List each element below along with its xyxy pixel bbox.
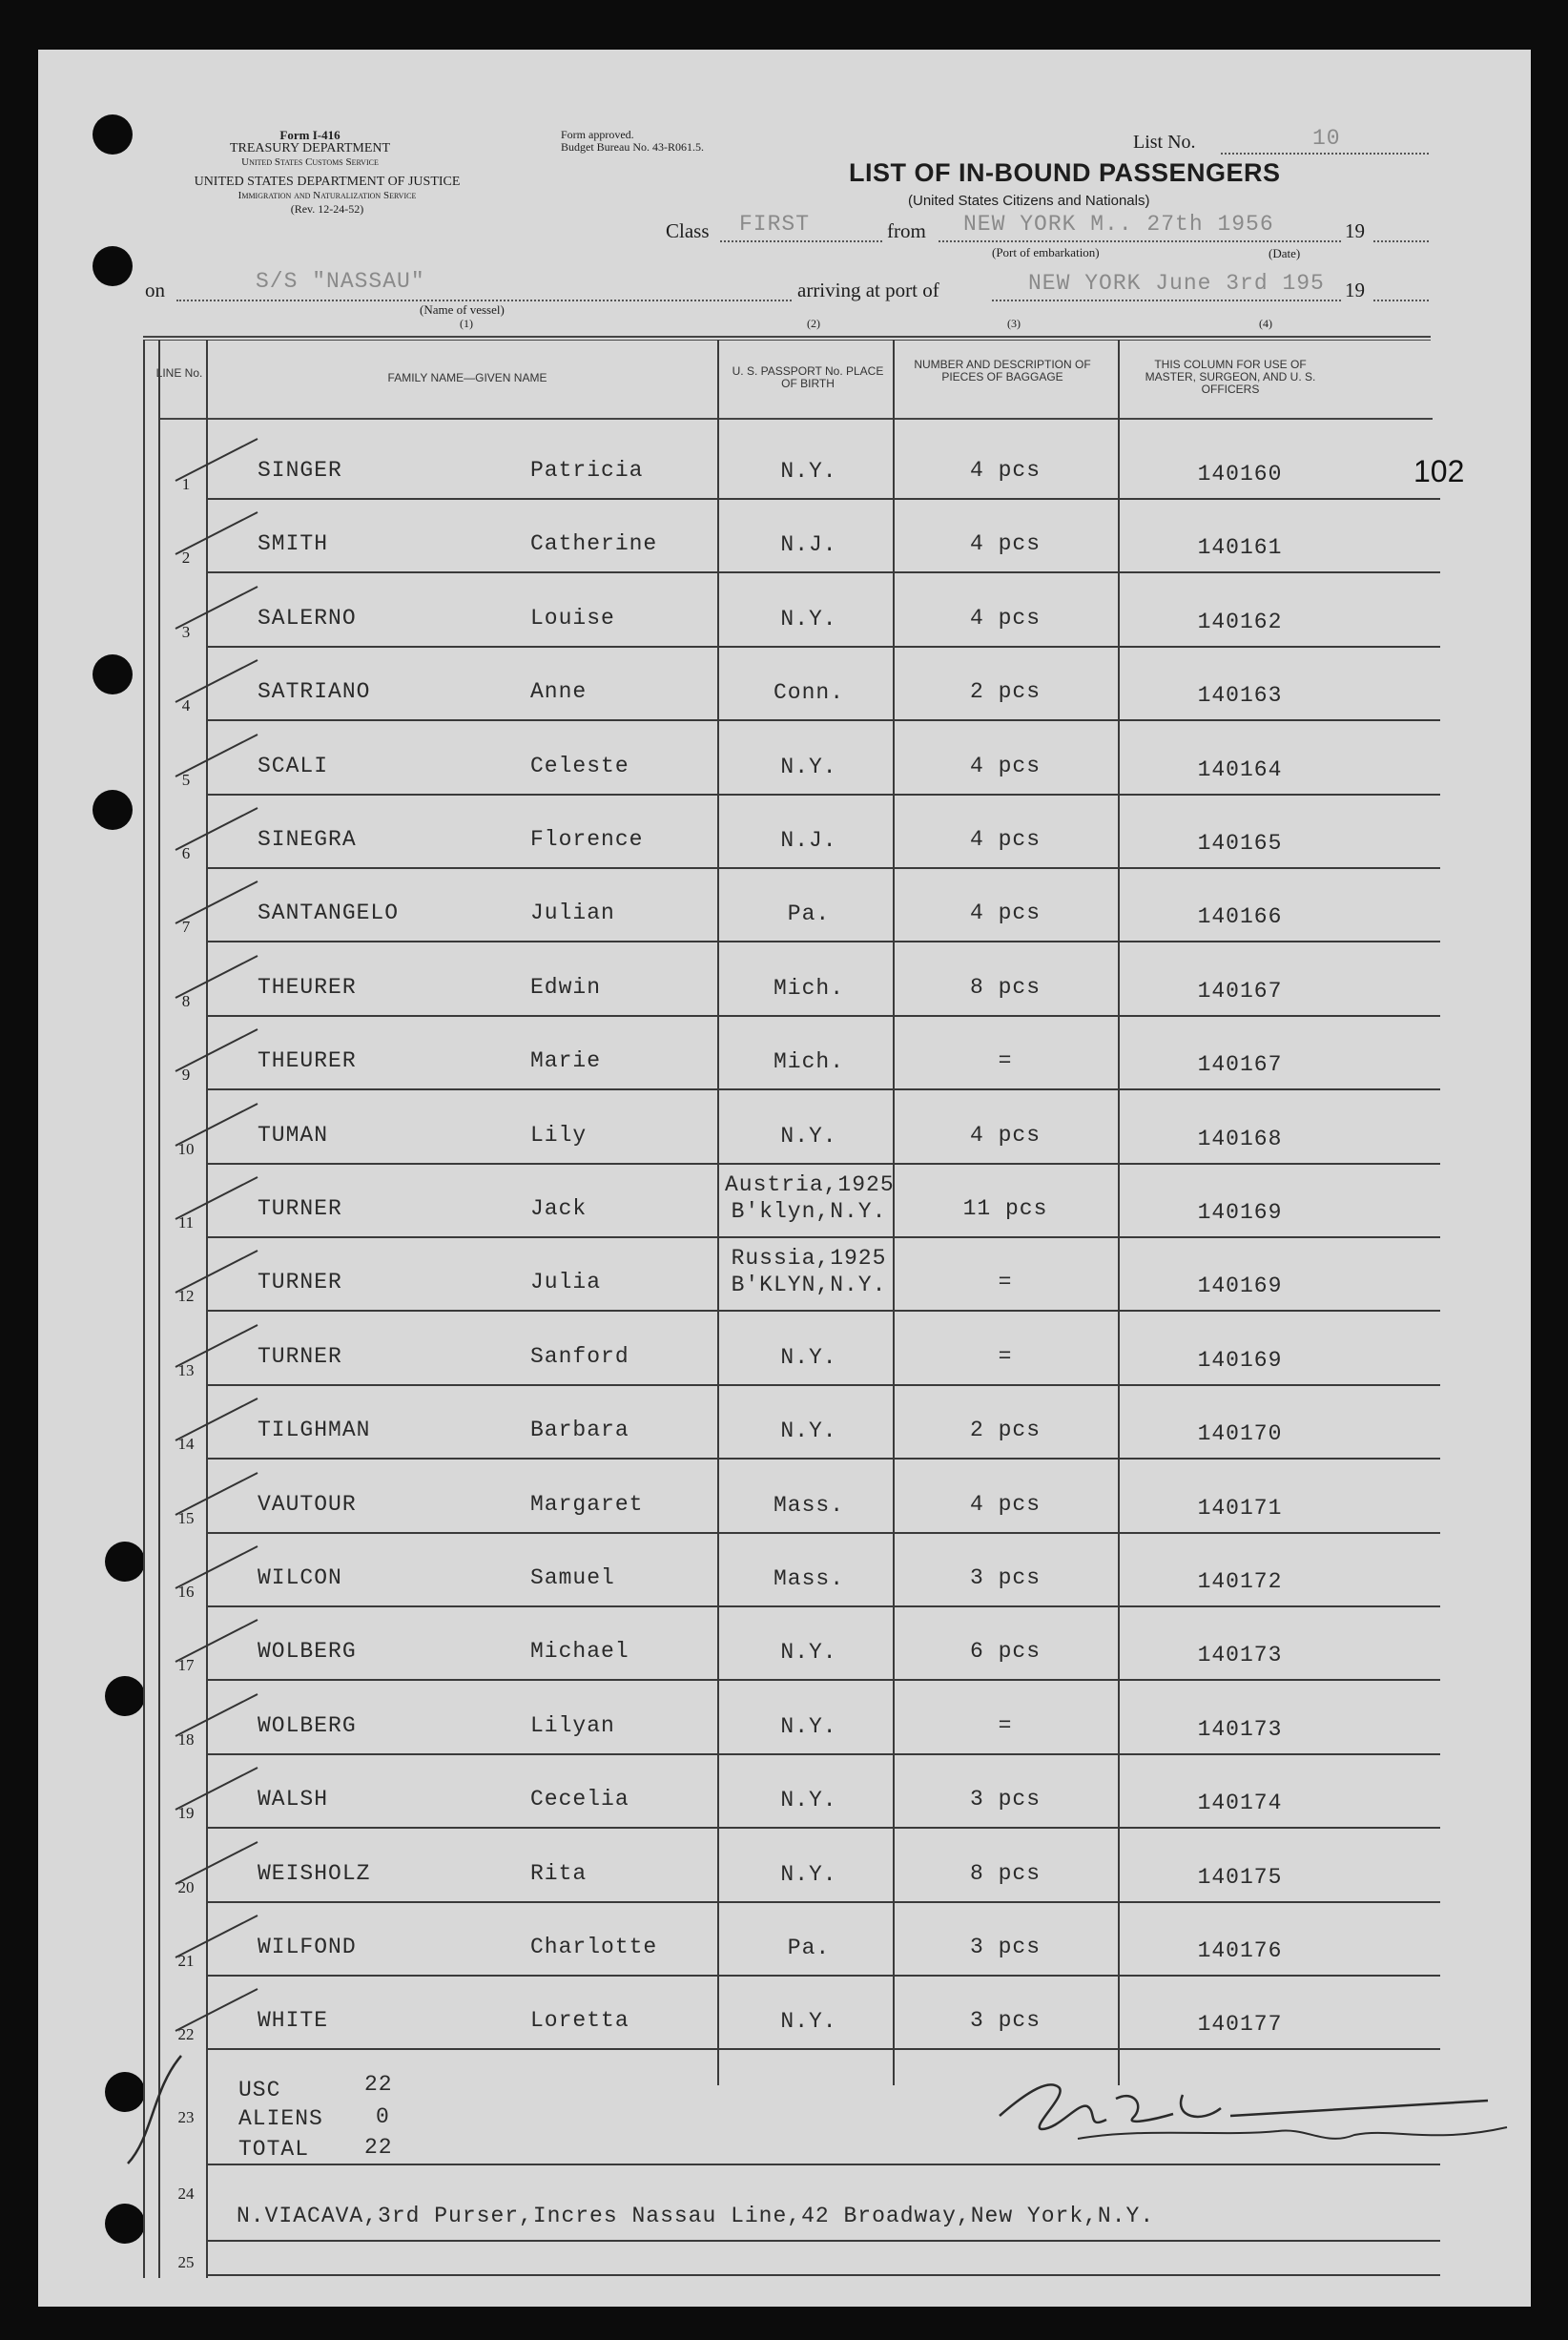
given-name: Jack xyxy=(530,1196,588,1221)
punch-hole xyxy=(93,114,133,155)
row-rule xyxy=(206,1088,1440,1090)
list-title: LIST OF IN-BOUND PASSENGERS xyxy=(849,158,1281,187)
family-name: WOLBERG xyxy=(258,1712,357,1738)
header-rule xyxy=(160,418,1433,420)
total-label: TOTAL xyxy=(238,2137,310,2162)
purser-line: N.VIACAVA,3rd Purser,Incres Nassau Line,42 Broadway,New York,N.Y. xyxy=(237,2204,1155,2228)
given-name: Rita xyxy=(530,1860,588,1886)
check-mark xyxy=(172,1687,267,1744)
family-name: TUMAN xyxy=(258,1122,329,1148)
line-number: 6 xyxy=(181,844,191,862)
line-number: 10 xyxy=(177,1139,195,1158)
list-subtitle: (United States Citizens and Nationals) xyxy=(908,193,1150,209)
ins-service: Immigration and Naturalization Service xyxy=(237,190,417,201)
given-name: Charlotte xyxy=(530,1935,658,1959)
officer-number: 140169 xyxy=(1197,1347,1283,1373)
baggage: = xyxy=(998,1343,1013,1369)
place-of-birth: Russia,1925 B'KLYN,N.Y. xyxy=(731,1246,887,1298)
family-name: WALSH xyxy=(258,1787,329,1812)
given-name: Catherine xyxy=(530,531,658,557)
check-mark xyxy=(172,1096,267,1153)
family-name: THEURER xyxy=(258,974,357,1000)
row-rule xyxy=(206,1384,1440,1386)
place-of-birth: N.Y. xyxy=(780,1640,837,1666)
list-no-label: List No. xyxy=(1133,132,1196,153)
check-mark xyxy=(172,727,267,784)
page-number: 102 xyxy=(1413,454,1465,488)
check-mark xyxy=(172,1539,267,1596)
punch-hole xyxy=(105,2204,145,2244)
check-mark xyxy=(172,1317,267,1375)
given-name: Lily xyxy=(530,1122,588,1148)
table-top-rule xyxy=(143,336,1431,338)
officer-number: 140172 xyxy=(1197,1569,1283,1594)
line-number: 9 xyxy=(181,1066,191,1085)
line-number: 17 xyxy=(177,1656,195,1675)
line-number: 3 xyxy=(181,622,191,641)
place-of-birth: Pa. xyxy=(787,1936,831,1960)
arrival-value: NEW YORK June 3rd 195 xyxy=(1028,271,1325,296)
header-line-no: LINE No. xyxy=(155,366,203,380)
given-name: Patricia xyxy=(530,458,644,483)
row-rule xyxy=(206,2048,1440,2050)
given-name: Julia xyxy=(530,1270,602,1295)
place-of-birth: N.J. xyxy=(780,828,837,853)
officer-number: 140170 xyxy=(1197,1421,1283,1447)
col-caption-4: (4) xyxy=(1259,317,1272,330)
row-rule xyxy=(206,1163,1440,1165)
check-mark xyxy=(172,874,267,931)
officer-number: 140171 xyxy=(1197,1495,1283,1521)
officer-number: 140173 xyxy=(1197,1716,1283,1742)
vessel-caption: (Name of vessel) xyxy=(420,302,505,317)
baggage: 4 pcs xyxy=(969,753,1041,778)
row-rule xyxy=(206,1236,1440,1238)
family-name: WHITE xyxy=(258,2008,329,2034)
family-name: SANTANGELO xyxy=(258,901,400,926)
form-number: Form I-416 xyxy=(279,128,340,142)
col-caption-3: (3) xyxy=(1007,317,1021,330)
officer-number: 140175 xyxy=(1197,1864,1283,1890)
date-caption: (Date) xyxy=(1269,246,1301,260)
row-rule xyxy=(206,1015,1440,1017)
place-of-birth: N.J. xyxy=(780,532,837,558)
on-label: on xyxy=(145,279,165,301)
from-value: NEW YORK M.. 27th 1956 xyxy=(963,212,1274,237)
officer-number: 140169 xyxy=(1197,1200,1283,1225)
punch-hole xyxy=(93,246,133,286)
col-line-left xyxy=(143,340,145,2278)
place-of-birth: N.Y. xyxy=(780,606,837,632)
line-number: 16 xyxy=(177,1583,195,1601)
given-name: Anne xyxy=(530,679,588,705)
family-name: SATRIANO xyxy=(258,679,371,705)
family-name: TURNER xyxy=(258,1196,342,1221)
given-name: Michael xyxy=(530,1639,629,1665)
punch-hole xyxy=(105,1676,145,1716)
line-number: 15 xyxy=(177,1508,195,1527)
punch-hole xyxy=(93,790,133,830)
family-name: VAUTOUR xyxy=(258,1491,357,1517)
row-rule xyxy=(206,1458,1440,1460)
total-count: 22 xyxy=(364,2135,393,2160)
col-caption-2: (2) xyxy=(807,317,820,330)
place-of-birth: N.Y. xyxy=(780,2009,837,2035)
row-rule xyxy=(206,941,1440,942)
baggage: 3 pcs xyxy=(969,1787,1041,1812)
class-label: Class xyxy=(666,219,710,242)
place-of-birth: N.Y. xyxy=(780,1344,837,1370)
officer-number: 140163 xyxy=(1197,683,1283,709)
place-of-birth: Austria,1925 B'klyn,N.Y. xyxy=(725,1172,895,1224)
year-label-1: 19 xyxy=(1345,219,1365,242)
given-name: Barbara xyxy=(530,1418,629,1443)
header-officers: THIS COLUMN FOR USE OF MASTER, SURGEON, AND U. S. OFFICERS xyxy=(1145,358,1316,396)
row-rule xyxy=(206,867,1440,869)
baggage: = xyxy=(998,1712,1013,1738)
line-number: 12 xyxy=(177,1287,195,1306)
check-mark xyxy=(172,505,267,562)
line-number: 24 xyxy=(177,2185,195,2203)
baggage: 4 pcs xyxy=(969,901,1041,926)
check-mark xyxy=(172,1834,267,1892)
check-mark xyxy=(172,1170,267,1227)
family-name: THEURER xyxy=(258,1048,357,1074)
family-name: TILGHMAN xyxy=(258,1418,371,1443)
list-no-value: 10 xyxy=(1312,126,1341,151)
given-name: Lilyan xyxy=(530,1712,615,1738)
row-rule xyxy=(206,2164,1440,2165)
row-rule xyxy=(206,2274,1440,2276)
row-rule xyxy=(206,719,1440,721)
check-mark xyxy=(172,1760,267,1817)
check-mark xyxy=(172,652,267,710)
place-of-birth: N.Y. xyxy=(780,1123,837,1149)
baggage: 4 pcs xyxy=(969,458,1041,483)
year-label-2: 19 xyxy=(1345,279,1365,301)
family-name: SINGER xyxy=(258,458,342,483)
check-mark xyxy=(172,1981,267,2039)
baggage: 3 pcs xyxy=(969,1565,1041,1590)
officer-number: 140166 xyxy=(1197,904,1283,930)
row-rule xyxy=(206,498,1440,500)
check-mark xyxy=(172,1243,267,1300)
given-name: Julian xyxy=(530,901,615,926)
line-number: 11 xyxy=(177,1213,195,1232)
col-line-passport xyxy=(717,340,719,2085)
line-number: 18 xyxy=(177,1729,195,1749)
signature xyxy=(992,2060,1526,2156)
row-rule xyxy=(206,1310,1440,1312)
officer-number: 140174 xyxy=(1197,1791,1283,1816)
given-name: Samuel xyxy=(530,1565,615,1590)
row-rule xyxy=(206,1532,1440,1534)
place-of-birth: Mich. xyxy=(773,1049,844,1075)
given-name: Louise xyxy=(530,605,615,631)
check-mark xyxy=(172,1612,267,1669)
place-of-birth: N.Y. xyxy=(780,1418,837,1444)
col-line-officers xyxy=(1118,340,1120,2085)
given-name: Florence xyxy=(530,827,644,852)
check-mark xyxy=(172,948,267,1005)
col-caption-1: (1) xyxy=(460,317,473,330)
col-line-baggage xyxy=(893,340,895,2085)
line-number: 13 xyxy=(177,1360,195,1379)
baggage: 8 pcs xyxy=(969,1860,1041,1886)
line-number: 22 xyxy=(177,2025,195,2044)
baggage: 2 pcs xyxy=(969,679,1041,705)
customs-service: United States Customs Service xyxy=(241,156,379,168)
line-number: 23 xyxy=(177,2108,195,2126)
baggage: 6 pcs xyxy=(969,1639,1041,1665)
usc-count: 22 xyxy=(364,2072,393,2097)
row-rule xyxy=(206,1679,1440,1681)
form-approved: Form approved. xyxy=(561,128,634,141)
vessel-value: S/S "NASSAU" xyxy=(256,269,425,294)
officer-number: 140167 xyxy=(1197,1052,1283,1078)
line-number: 19 xyxy=(177,1804,195,1823)
given-name: Loretta xyxy=(530,2008,629,2034)
line-number: 14 xyxy=(177,1435,195,1454)
given-name: Edwin xyxy=(530,974,602,1000)
baggage: 4 pcs xyxy=(969,531,1041,557)
from-label: from xyxy=(887,219,926,242)
place-of-birth: Pa. xyxy=(787,901,831,927)
baggage: 3 pcs xyxy=(969,2008,1041,2034)
line-number: 1 xyxy=(181,475,191,493)
family-name: WEISHOLZ xyxy=(258,1860,371,1886)
punch-hole xyxy=(93,654,133,694)
revision-date: (Rev. 12-24-52) xyxy=(290,202,364,216)
line-number: 2 xyxy=(181,549,191,568)
given-name: Celeste xyxy=(530,753,629,778)
officer-number: 140162 xyxy=(1197,609,1283,634)
baggage: = xyxy=(998,1048,1013,1074)
given-name: Marie xyxy=(530,1048,602,1074)
row-rule xyxy=(206,571,1440,573)
justice-department: UNITED STATES DEPARTMENT OF JUSTICE xyxy=(194,175,461,189)
row-rule xyxy=(206,794,1440,796)
family-name: WOLBERG xyxy=(258,1639,357,1665)
family-name: SALERNO xyxy=(258,605,357,631)
check-mark xyxy=(172,1391,267,1448)
baggage: 2 pcs xyxy=(969,1418,1041,1443)
baggage: 4 pcs xyxy=(969,1122,1041,1148)
officer-number: 140168 xyxy=(1197,1126,1283,1151)
given-name: Cecelia xyxy=(530,1787,629,1812)
port-embarkation-caption: (Port of embarkation) xyxy=(992,245,1100,259)
officer-number: 140167 xyxy=(1197,978,1283,1004)
arriving-label: arriving at port of xyxy=(797,279,939,301)
officer-number: 140161 xyxy=(1197,535,1283,561)
check-mark xyxy=(172,579,267,636)
margin-bracket-mark xyxy=(114,2051,200,2175)
place-of-birth: N.Y. xyxy=(780,754,837,779)
baggage: 4 pcs xyxy=(969,827,1041,852)
punch-hole xyxy=(105,1542,145,1582)
officer-number: 140169 xyxy=(1197,1274,1283,1299)
officer-number: 140173 xyxy=(1197,1643,1283,1668)
row-rule xyxy=(206,646,1440,648)
line-number: 4 xyxy=(181,696,191,715)
header-name: FAMILY NAME—GIVEN NAME xyxy=(387,371,547,384)
line-number: 7 xyxy=(181,918,191,937)
check-mark xyxy=(172,431,267,488)
treasury-department: TREASURY DEPARTMENT xyxy=(229,141,391,155)
line-number: 5 xyxy=(181,770,191,789)
baggage: 11 pcs xyxy=(962,1196,1048,1221)
aliens-label: ALIENS xyxy=(238,2106,323,2131)
family-name: WILCON xyxy=(258,1565,342,1590)
check-mark xyxy=(172,1022,267,1079)
place-of-birth: N.Y. xyxy=(780,459,837,484)
check-mark xyxy=(172,1908,267,1965)
baggage: 4 pcs xyxy=(969,1491,1041,1517)
family-name: SINEGRA xyxy=(258,827,357,852)
class-value: FIRST xyxy=(739,212,811,237)
family-name: WILFOND xyxy=(258,1935,357,1959)
place-of-birth: Mich. xyxy=(773,975,844,1001)
place-of-birth: N.Y. xyxy=(780,1861,837,1887)
row-rule xyxy=(206,1975,1440,1977)
budget-bureau: Budget Bureau No. 43-R061.5. xyxy=(561,140,704,154)
officer-number: 140164 xyxy=(1197,756,1283,782)
place-of-birth: Mass. xyxy=(773,1566,844,1591)
officer-number: 140160 xyxy=(1197,462,1283,487)
baggage: 3 pcs xyxy=(969,1935,1041,1959)
officer-number: 140177 xyxy=(1197,2012,1283,2038)
header-passport: U. S. PASSPORT No. PLACE OF BIRTH xyxy=(732,364,884,390)
row-rule xyxy=(206,1753,1440,1755)
place-of-birth: N.Y. xyxy=(780,1788,837,1813)
given-name: Sanford xyxy=(530,1343,629,1369)
officer-number: 140165 xyxy=(1197,831,1283,856)
family-name: TURNER xyxy=(258,1270,342,1295)
baggage: 4 pcs xyxy=(969,605,1041,631)
given-name: Margaret xyxy=(530,1491,644,1517)
row-rule xyxy=(206,2240,1440,2242)
line-number: 21 xyxy=(177,1952,195,1970)
family-name: SMITH xyxy=(258,531,329,557)
place-of-birth: N.Y. xyxy=(780,1713,837,1739)
baggage: = xyxy=(998,1270,1013,1295)
line-number: 20 xyxy=(177,1877,195,1896)
place-of-birth: Conn. xyxy=(773,680,844,706)
family-name: SCALI xyxy=(258,753,329,778)
aliens-count: 0 xyxy=(376,2104,390,2129)
check-mark xyxy=(172,800,267,858)
family-name: TURNER xyxy=(258,1343,342,1369)
usc-label: USC xyxy=(238,2078,281,2102)
check-mark xyxy=(172,1465,267,1522)
table-top-rule-2 xyxy=(143,340,1431,341)
baggage: 8 pcs xyxy=(969,974,1041,1000)
place-of-birth: Mass. xyxy=(773,1492,844,1518)
header-baggage: NUMBER AND DESCRIPTION OF PIECES OF BAGGAGE xyxy=(914,358,1091,383)
line-number: 25 xyxy=(177,2253,195,2271)
row-rule xyxy=(206,1827,1440,1829)
row-rule xyxy=(206,1605,1440,1607)
row-rule xyxy=(206,1901,1440,1903)
officer-number: 140176 xyxy=(1197,1938,1283,1963)
line-number: 8 xyxy=(181,991,191,1010)
